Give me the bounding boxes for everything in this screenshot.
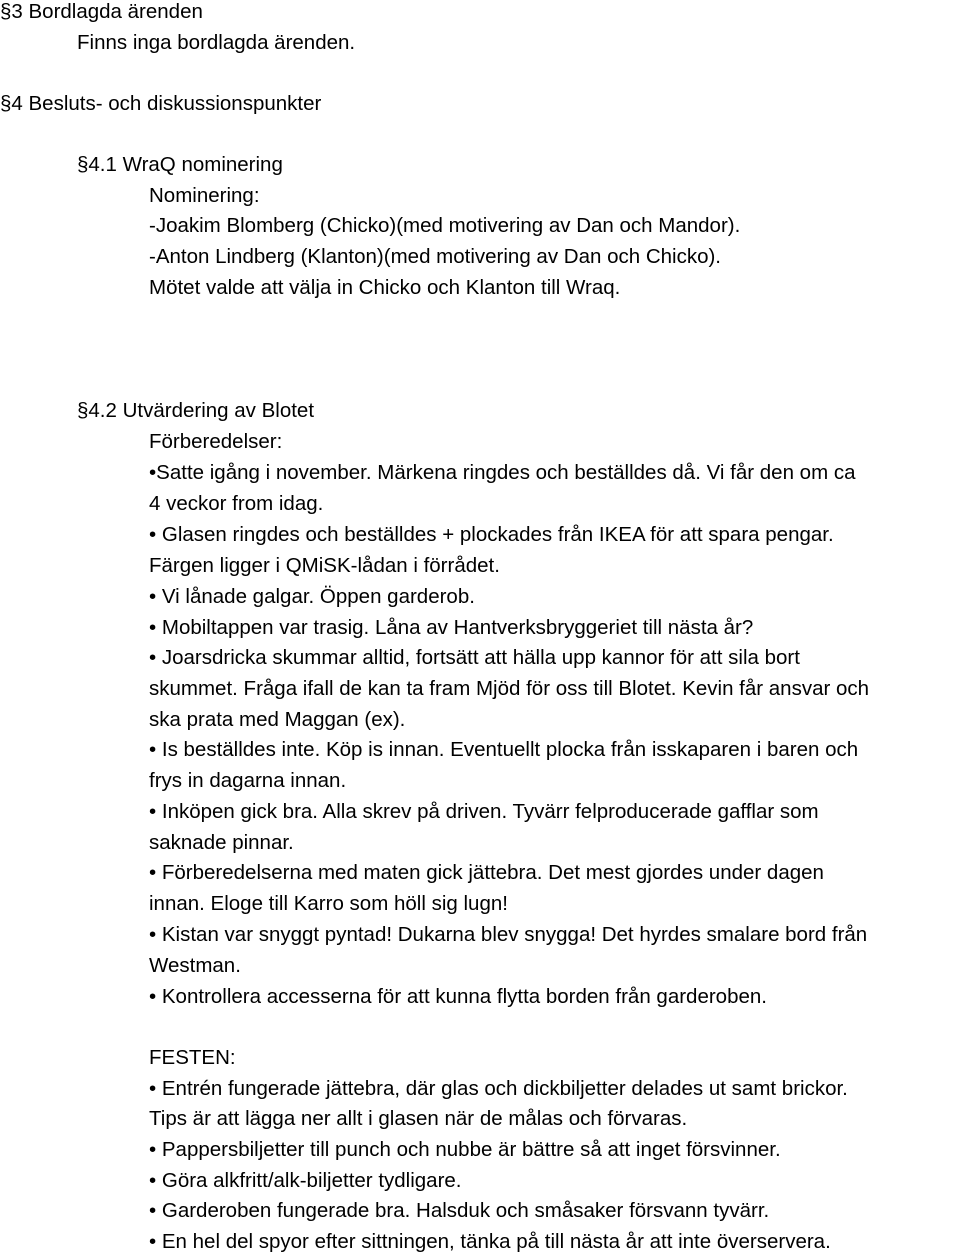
festen-line: • Entrén fungerade jättebra, där glas och dickbiljetter delades ut samt brickor. bbox=[149, 1077, 848, 1100]
item-4-1-heading: §4.1 WraQ nominering bbox=[77, 153, 283, 176]
festen-line: • Göra alkfritt/alk-biljetter tydligare. bbox=[149, 1169, 462, 1192]
item-4-2-line: Westman. bbox=[149, 954, 241, 977]
item-4-2-line: • Kistan var snyggt pyntad! Dukarna blev snygga! Det hyrdes smalare bord från bbox=[149, 923, 868, 946]
item-4-1-line: Nominering: bbox=[149, 184, 260, 207]
festen-line: • Pappersbiljetter till punch och nubbe är bättre så att inget försvinner. bbox=[149, 1138, 781, 1161]
section-3-heading: §3 Bordlagda ärenden bbox=[0, 0, 203, 23]
item-4-1-line: Mötet valde att välja in Chicko och Klanton till Wraq. bbox=[149, 276, 621, 299]
item-4-1-line: -Joakim Blomberg (Chicko)(med motivering av Dan och Mandor). bbox=[149, 214, 741, 237]
festen-line: • Garderoben fungerade bra. Halsduk och småsaker försvann tyvärr. bbox=[149, 1199, 770, 1222]
section-4-heading: §4 Besluts- och diskussionspunkter bbox=[0, 92, 322, 115]
item-4-2-subheading: Förberedelser: bbox=[149, 430, 283, 453]
item-4-2-line: • Vi lånade galgar. Öppen garderob. bbox=[149, 585, 475, 608]
item-4-2-line: • Kontrollera accesserna för att kunna flytta borden från garderoben. bbox=[149, 985, 767, 1008]
item-4-1-line: -Anton Lindberg (Klanton)(med motivering av Dan och Chicko). bbox=[149, 245, 721, 268]
festen-line: Tips är att lägga ner allt i glasen när de målas och förvaras. bbox=[149, 1107, 688, 1130]
festen-line: • En hel del spyor efter sittningen, tänka på till nästa år att inte överservera. bbox=[149, 1230, 831, 1253]
item-4-2-line: •Satte igång i november. Märkena ringdes och beställdes då. Vi får den om ca bbox=[149, 461, 856, 484]
festen-heading: FESTEN: bbox=[149, 1046, 236, 1069]
item-4-2-line: • Joarsdricka skummar alltid, fortsätt att hälla upp kannor för att sila bort bbox=[149, 646, 800, 669]
item-4-2-line: frys in dagarna innan. bbox=[149, 769, 347, 792]
item-4-2-line: skummet. Fråga ifall de kan ta fram Mjöd för oss till Blotet. Kevin får ansvar och bbox=[149, 677, 870, 700]
item-4-2-line: • Förberedelserna med maten gick jättebra. Det mest gjordes under dagen bbox=[149, 861, 824, 884]
item-4-2-line: • Glasen ringdes och beställdes + plockades från IKEA för att spara pengar. bbox=[149, 523, 834, 546]
item-4-2-line: • Inköpen gick bra. Alla skrev på driven. Tyvärr felproducerade gafflar som bbox=[149, 800, 819, 823]
item-4-2-heading: §4.2 Utvärdering av Blotet bbox=[77, 399, 315, 422]
section-3-body: Finns inga bordlagda ärenden. bbox=[77, 31, 356, 54]
item-4-2-line: innan. Eloge till Karro som höll sig lugn! bbox=[149, 892, 508, 915]
item-4-2-line: 4 veckor from idag. bbox=[149, 492, 324, 515]
item-4-2-line: Färgen ligger i QMiSK-lådan i förrådet. bbox=[149, 554, 500, 577]
item-4-2-line: ska prata med Maggan (ex). bbox=[149, 708, 406, 731]
item-4-2-line: saknade pinnar. bbox=[149, 831, 294, 854]
item-4-2-line: • Mobiltappen var trasig. Låna av Hantverksbryggeriet till nästa år? bbox=[149, 616, 754, 639]
item-4-2-line: • Is beställdes inte. Köp is innan. Eventuellt plocka från isskaparen i baren och bbox=[149, 738, 859, 761]
